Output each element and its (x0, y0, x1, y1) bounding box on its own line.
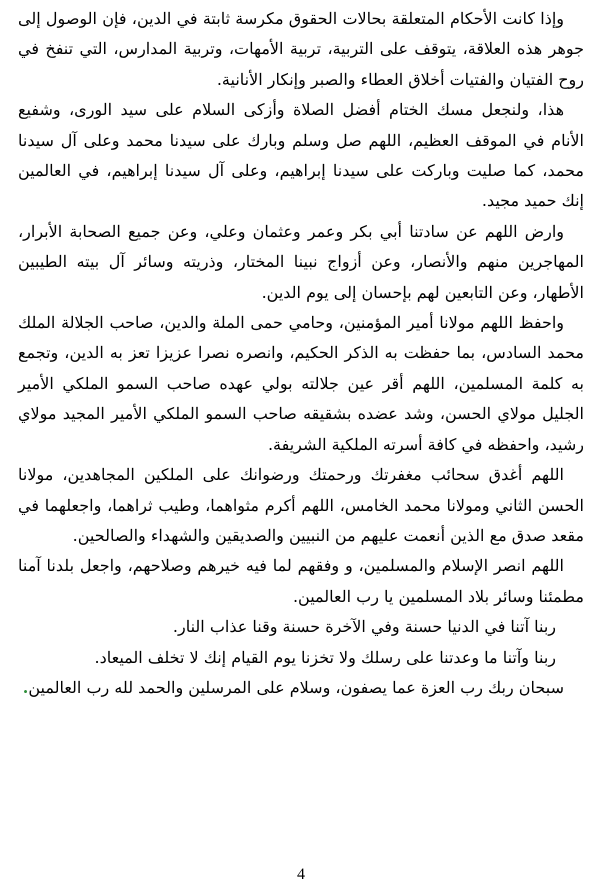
closing-mark: . (22, 677, 29, 697)
paragraph-king-prayer: واحفظ اللهم مولانا أمير المؤمنين، وحامي حمى الملة والدين، صاحب الجلالة الملك محمد السادس، بما حفظت به الذكر الحكيم، وانصره نصرا عزيزا تعز به الدين، وتجمع به كلمة المسلمين، اللهم أقر عين جلالته بولي عهده صاحب السمو الملكي الأمير الجليل مولاي الحسن، وشد عضده بشقيقه صاحب السمو الملكي الأمير المجيد مولاي رشيد، واحفظه في كافة أسرته الملكية الشريفة. (18, 313, 585, 454)
dua-line: ربنا آتنا في الدنيا حسنة وفي الآخرة حسنة وقنا عذاب النار. (172, 617, 556, 637)
paragraph-late-kings: اللهم أغدق سحائب مغفرتك ورحمتك ورضوانك على الملكين المجاهدين، مولانا الحسن الثاني ومولانا محمد الخامس، اللهم أكرم مثواهما، وطيب ثراهما، واجعلهما في مقعد صدق مع الذين أنعمت عليهم من النبيين والصديقين والشهداء والصالحين. (18, 465, 584, 545)
paragraph-rights-education: وإذا كانت الأحكام المتعلقة بحالات الحقوق مكرسة ثابتة في الدين، فإن الوصول إلى جوهر هذه العلاقة، يتوقف على التربية، تربية الأمهات، وتربية المدارس، التي تنفخ في روح الفتيان والفتيات أخلاق العطاء والصبر وإنكار الأنانية. (18, 9, 584, 89)
body-text (18, 4, 584, 703)
paragraph-salawat: هذا، ولنجعل مسك الختام أفضل الصلاة وأزكى السلام على سيد الورى، وشفيع الأنام في الموقف العظيم، اللهم صل وسلم وبارك على سيدنا محمد وعلى آل سيدنا محمد، كما صليت وباركت على سيدنا إبراهيم، وعلى آل سيدنا إبراهيم، في العالمين إنك حميد مجيد. (18, 100, 584, 211)
closing-text: سبحان ربك رب العزة عما يصفون، وسلام على المرسلين والحمد لله رب العالمين (28, 677, 564, 697)
dua-line: ربنا وآتنا ما وعدتنا على رسلك ولا تخزنا يوم القيام إنك لا تخلف الميعاد. (94, 647, 556, 667)
paragraph-islam-victory: اللهم انصر الإسلام والمسلمين، و وفقهم لما فيه خيرهم وصلاحهم، واجعل بلدنا آمنا مطمئنا وسائر بلاد المسلمين يا رب العالمين. (18, 556, 584, 606)
closing-paragraph (18, 673, 584, 703)
page-number: 4 (297, 866, 305, 883)
paragraph-companions: وارض اللهم عن سادتنا أبي بكر وعمر وعثمان وعلي، وعن جميع الصحابة الأبرار، المهاجرين منهم والأنصار، وعن أزواج نبينا المختار، وذريته وسائر آل بيته الطيبين الأطهار، وعن التابعين لهم بإحسان إلى يوم الدين. (18, 221, 584, 302)
